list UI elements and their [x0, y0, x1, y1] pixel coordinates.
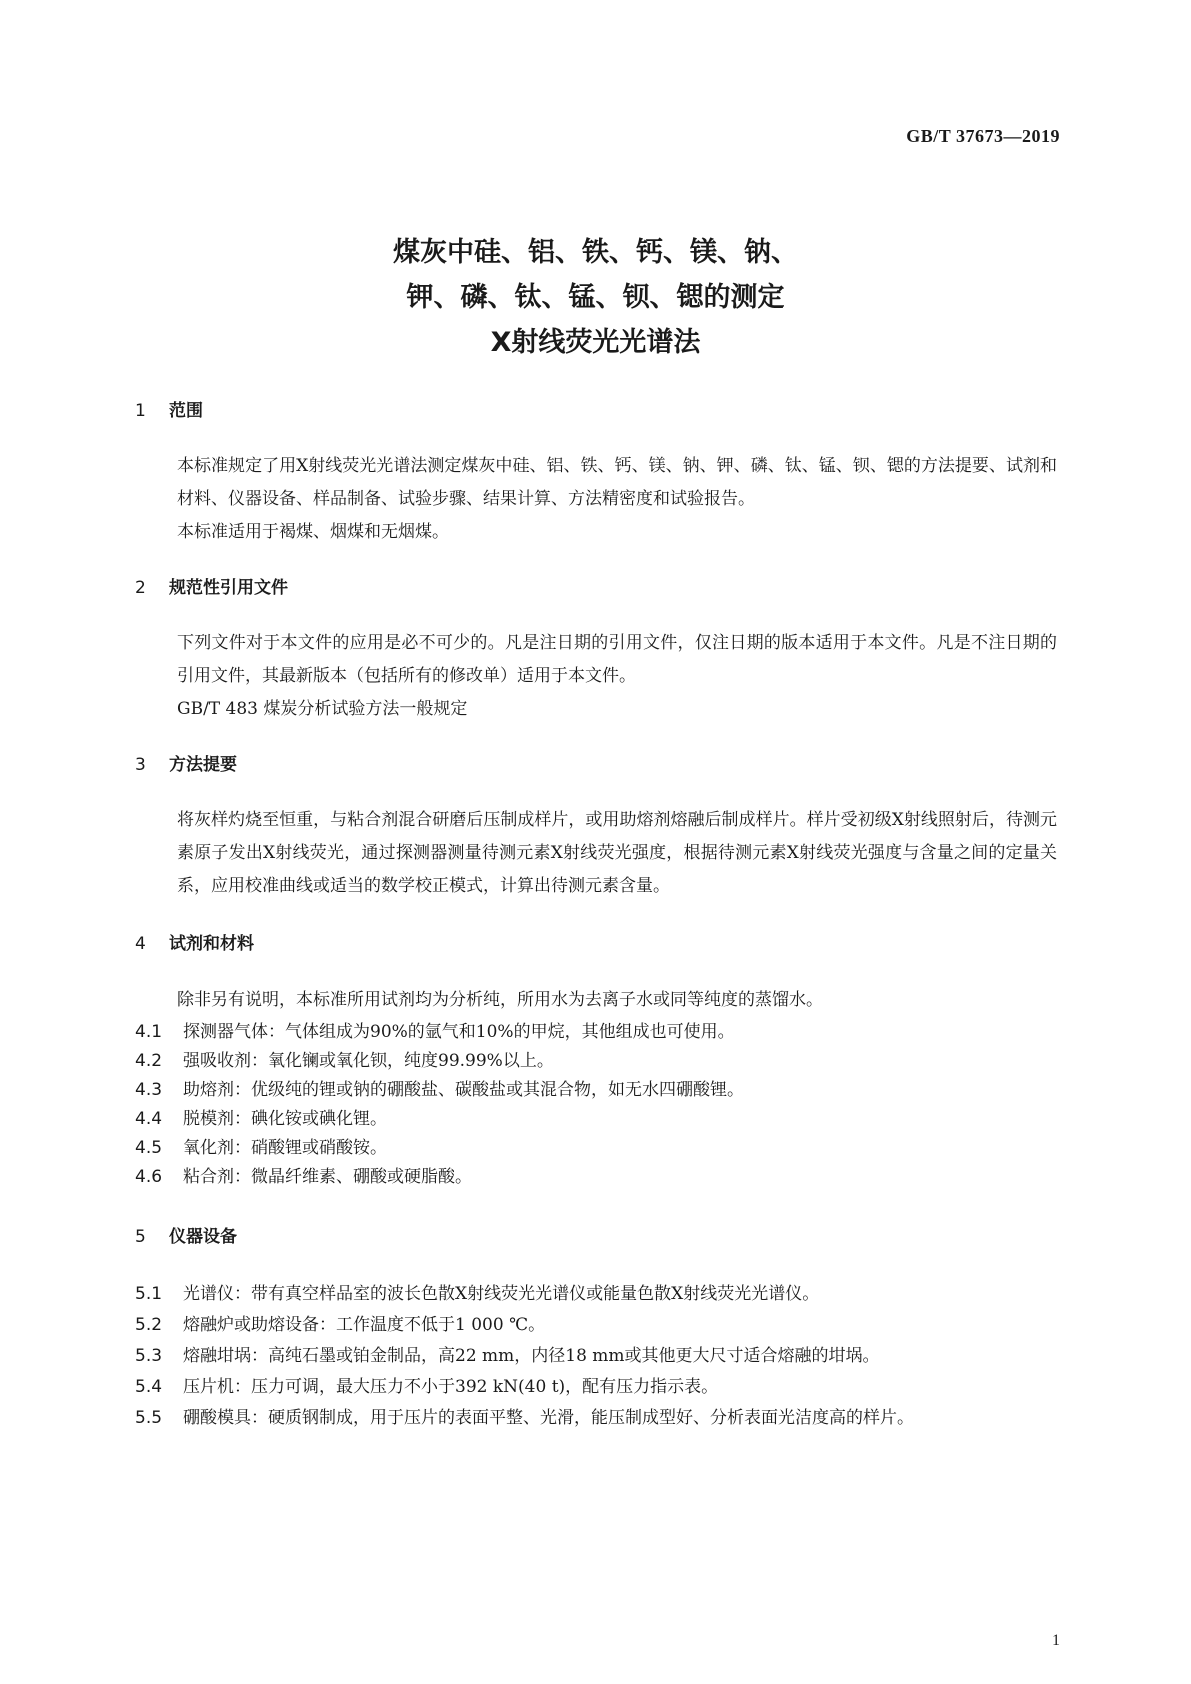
item-text: 助熔剂：优级纯的锂或钠的硼酸盐、碳酸盐或其混合物，如无水四硼酸锂。: [183, 1080, 744, 1100]
list-item-4-2: [135, 1046, 554, 1071]
section-title: 方法提要: [169, 755, 237, 775]
list-item-4-5: [135, 1133, 387, 1158]
list-item-5-5: [135, 1403, 914, 1428]
item-number: 4.4: [135, 1109, 163, 1129]
section-title: 规范性引用文件: [169, 578, 288, 598]
section-number: 3: [135, 755, 146, 775]
item-number: 4.3: [135, 1080, 163, 1100]
section-title: 范围: [169, 401, 203, 421]
item-text: 强吸收剂：氧化镧或氧化钡，纯度99.99%以上。: [183, 1051, 554, 1071]
item-number: 4.1: [135, 1022, 163, 1042]
item-number: 4.2: [135, 1051, 163, 1071]
list-item-5-3: [135, 1341, 880, 1366]
item-number: 4.6: [135, 1167, 163, 1187]
section-title: 仪器设备: [169, 1227, 237, 1247]
item-number: 5.5: [135, 1408, 163, 1428]
item-text: 脱模剂：碘化铵或碘化锂。: [183, 1109, 387, 1129]
paragraph-text: 将灰样灼烧至恒重，与粘合剂混合研磨后压制成样片，或用助熔剂熔融后制成样片。样片受初级X射线照射后，待测元素原子发出X射线荧光，通过探测器测量待测元素X射线荧光强度，根据待测元素X射线荧光强度与含量之间的定量关系，应用校准曲线或适当的数学校正模式，计算出待测元素含量。: [177, 810, 1057, 896]
title-line-2: 钾、磷、钛、锰、钡、锶的测定: [406, 282, 785, 313]
section-5-heading: [135, 1222, 237, 1247]
normative-reference: GB/T 483 煤炭分析试验方法一般规定: [177, 699, 468, 719]
title-line-3: X射线荧光光谱法: [490, 327, 701, 358]
section-number: 1: [135, 401, 146, 421]
item-text: 硼酸模具：硬质钢制成，用于压片的表面平整、光滑，能压制成型好、分析表面光洁度高的样片。: [183, 1408, 914, 1428]
section-number: 4: [135, 934, 146, 954]
page-number: 1: [1052, 1632, 1060, 1649]
list-item-5-2: [135, 1310, 545, 1335]
list-item-4-3: [135, 1075, 744, 1100]
item-text: 压片机：压力可调，最大压力不小于392 kN(40 t)，配有压力指示表。: [183, 1377, 719, 1397]
item-number: 5.1: [135, 1284, 163, 1304]
section-number: 2: [135, 578, 146, 598]
section-2-heading: [135, 573, 288, 598]
section-4-paragraph-1: 除非另有说明，本标准所用试剂均为分析纯，所用水为去离子水或同等纯度的蒸馏水。: [177, 990, 823, 1010]
section-1-paragraph-2: 本标准适用于褐煤、烟煤和无烟煤。: [177, 522, 449, 542]
list-item-4-4: [135, 1104, 387, 1129]
paragraph-text: 下列文件对于本文件的应用是必不可少的。凡是注日期的引用文件，仅注日期的版本适用于本文件。凡是不注日期的引用文件，其最新版本（包括所有的修改单）适用于本文件。: [177, 633, 1057, 686]
standard-number: GB/T 37673—2019: [906, 126, 1060, 146]
document-title: [0, 230, 1191, 365]
item-number: 5.3: [135, 1346, 163, 1366]
section-1-heading: [135, 396, 203, 421]
item-text: 熔融坩埚：高纯石墨或铂金制品，高22 mm，内径18 mm或其他更大尺寸适合熔融的坩埚。: [183, 1346, 880, 1366]
section-title: 试剂和材料: [169, 934, 254, 954]
item-text: 探测器气体：气体组成为90%的氩气和10%的甲烷，其他组成也可使用。: [183, 1022, 735, 1042]
title-line-1: 煤灰中硅、铝、铁、钙、镁、钠、: [393, 237, 798, 268]
item-number: 4.5: [135, 1138, 163, 1158]
list-item-5-1: [135, 1279, 819, 1304]
section-2-paragraph-1: [135, 627, 1057, 693]
list-item-4-1: [135, 1017, 735, 1042]
section-3-paragraph-1: [135, 804, 1057, 903]
list-item-5-4: [135, 1372, 718, 1397]
paragraph-text: 本标准规定了用X射线荧光光谱法测定煤灰中硅、铝、铁、钙、镁、钠、钾、磷、钛、锰、钡、锶的方法提要、试剂和材料、仪器设备、样品制备、试验步骤、结果计算、方法精密度和试验报告。: [177, 456, 1057, 509]
section-1-paragraph-1: [135, 450, 1057, 516]
item-text: 氧化剂：硝酸锂或硝酸铵。: [183, 1138, 387, 1158]
item-number: 5.2: [135, 1315, 163, 1335]
item-text: 粘合剂：微晶纤维素、硼酸或硬脂酸。: [183, 1167, 472, 1187]
section-number: 5: [135, 1227, 146, 1247]
item-text: 熔融炉或助熔设备：工作温度不低于1 000 ℃。: [183, 1315, 546, 1335]
item-number: 5.4: [135, 1377, 163, 1397]
section-3-heading: [135, 750, 237, 775]
item-text: 光谱仪：带有真空样品室的波长色散X射线荧光光谱仪或能量色散X射线荧光光谱仪。: [183, 1284, 820, 1304]
section-4-heading: [135, 929, 254, 954]
list-item-4-6: [135, 1162, 472, 1187]
